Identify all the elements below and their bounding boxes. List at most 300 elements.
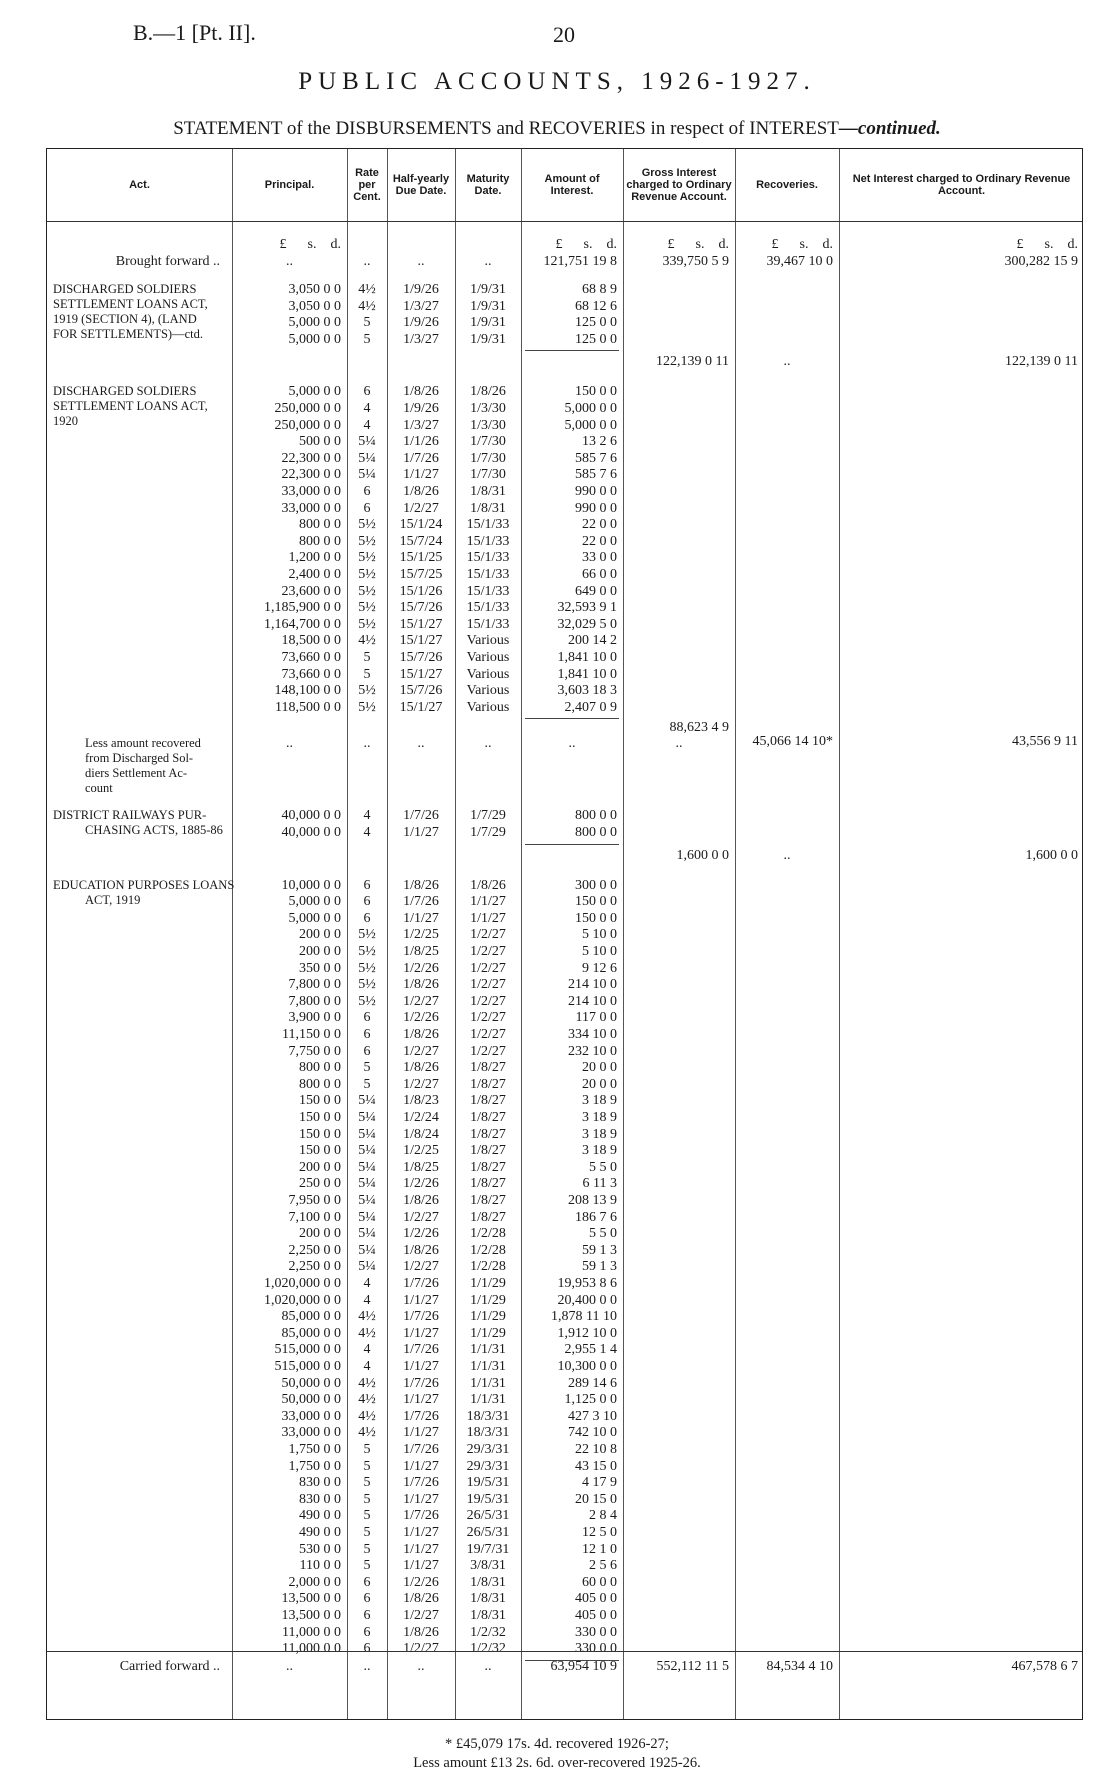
due-date-cell: 1/1/27 [403, 1541, 439, 1557]
less-recovered-label [85, 736, 228, 796]
rate-cell: 5 [363, 1508, 371, 1524]
interest-amount-cell: 150 0 0 [575, 894, 617, 910]
bf-net: 300,282 15 9 [1004, 254, 1078, 269]
principal-cell: 110 0 0 [299, 1558, 341, 1574]
maturity-cell: 15/1/33 [466, 517, 510, 533]
cf-recoveries: 84,534 4 10 [766, 1659, 833, 1674]
principal-cell: 830 0 0 [299, 1475, 341, 1491]
interest-amount-cell: 117 0 0 [575, 1010, 617, 1026]
interest-amount-cell: 22 0 0 [582, 533, 617, 549]
interest-amount-cell: 649 0 0 [575, 583, 617, 599]
due-date-cell: 1/2/27 [403, 1608, 439, 1623]
principal-cell: 1,200 0 0 [288, 550, 341, 566]
bf-maturity: .. [484, 254, 492, 269]
principal-cell: 40,000 0 0 [281, 825, 341, 840]
principal-cell: 3,050 0 0 [288, 282, 341, 297]
interest-amount-cell: 59 1 3 [582, 1242, 617, 1258]
maturity-cell: 1/2/32 [470, 1624, 506, 1640]
due-date-cell: 1/8/26 [403, 977, 439, 993]
rate-cell: 5½ [358, 533, 376, 549]
lsd-units: £ s. d. [667, 237, 729, 252]
rate-cell: 6 [363, 1010, 371, 1026]
section-recoveries: 45,066 14 10* [752, 734, 833, 750]
principal-cell: 200 0 0 [299, 944, 341, 959]
due-date-cell: 1/2/26 [403, 1010, 439, 1026]
column-header: Act. [129, 179, 150, 191]
interest-amount-cell: 20 0 0 [582, 1060, 617, 1076]
act-line: DISCHARGED SOLDIERS [53, 384, 197, 399]
rate-cell: 5 [363, 1475, 371, 1491]
maturity-cell: 1/2/27 [470, 927, 506, 943]
due-date-cell: 1/9/26 [403, 401, 439, 416]
due-date-cell: 1/1/27 [403, 910, 439, 926]
maturity-cell: 15/1/33 [466, 533, 510, 549]
interest-amount-cell: 330 0 0 [575, 1624, 617, 1640]
less-principal: .. [286, 736, 293, 752]
maturity-cell: 19/7/31 [466, 1541, 510, 1557]
due-date-cell: 1/8/25 [403, 944, 439, 959]
rate-cell: 5½ [358, 977, 376, 993]
rate-cell: 4 [363, 1276, 371, 1291]
due-date-cell: 1/7/26 [403, 1276, 439, 1291]
rate-cell: 5 [363, 650, 371, 665]
principal-cell: 2,400 0 0 [288, 567, 341, 582]
due-date-cell: 1/7/26 [403, 450, 439, 466]
act-line: ACT, 1919 [85, 892, 141, 907]
rate-cell: 4 [363, 417, 371, 433]
lsd-units: £ s. d. [1016, 237, 1078, 252]
document-reference: B.—1 [Pt. II]. [133, 20, 256, 45]
maturity-cell: 1/2/27 [470, 1027, 506, 1042]
due-date-cell: 1/7/26 [403, 1375, 439, 1391]
rate-cell: 5¼ [358, 434, 376, 450]
due-date-cell: 1/8/26 [403, 1027, 439, 1042]
due-date-cell: 1/7/26 [403, 1442, 439, 1457]
rate-cell: 5¼ [358, 450, 376, 466]
maturity-cell: 1/8/31 [470, 1608, 506, 1623]
rate-cell: 5¼ [358, 1209, 376, 1225]
interest-amount-cell: 4 17 9 [582, 1475, 617, 1491]
due-date-cell: 1/1/27 [403, 1392, 439, 1408]
maturity-cell: 1/8/27 [470, 1159, 506, 1175]
act-line: DISTRICT RAILWAYS PUR- [53, 808, 207, 823]
due-date-cell: 1/1/26 [403, 434, 439, 450]
interest-amount-cell: 59 1 3 [582, 1259, 617, 1275]
due-date-cell: 1/2/26 [403, 1574, 439, 1590]
principal-cell: 200 0 0 [299, 1159, 341, 1175]
principal-cell: 7,800 0 0 [288, 993, 341, 1009]
interest-amount-cell: 60 0 0 [582, 1574, 617, 1590]
interest-amount-cell: 13 2 6 [582, 434, 617, 450]
maturity-cell: Various [466, 683, 510, 699]
rate-cell: 4½ [358, 1408, 376, 1424]
interest-amount-cell: 427 3 10 [568, 1408, 617, 1424]
rate-cell: 5 [363, 1558, 371, 1574]
maturity-cell: 26/5/31 [466, 1508, 510, 1524]
interest-amount-cell: 405 0 0 [575, 1591, 617, 1607]
due-date-cell: 1/2/27 [403, 1209, 439, 1225]
due-date-cell: 1/2/27 [403, 1043, 439, 1059]
due-date-cell: 1/1/27 [403, 1525, 439, 1540]
interest-amount-cell: 405 0 0 [575, 1608, 617, 1623]
principal-cell: 800 0 0 [299, 517, 341, 533]
rate-cell: 5 [363, 331, 371, 347]
interest-amount-cell: 9 12 6 [582, 960, 617, 976]
maturity-cell: 1/2/27 [470, 1043, 506, 1059]
due-date-cell: 1/2/27 [403, 500, 439, 516]
principal-cell: 250,000 0 0 [274, 417, 341, 433]
due-date-cell: 1/2/27 [403, 1641, 439, 1657]
maturity-cell: 1/1/29 [470, 1276, 506, 1291]
cf-net: 467,578 6 7 [1011, 1659, 1078, 1674]
rate-cell: 5¼ [358, 1126, 376, 1142]
maturity-cell: 19/5/31 [466, 1491, 510, 1507]
section-net: 1,600 0 0 [1025, 847, 1078, 863]
principal-cell: 530 0 0 [299, 1541, 341, 1557]
interest-amount-cell: 12 1 0 [582, 1541, 617, 1557]
maturity-cell: 1/8/27 [470, 1060, 506, 1076]
principal-cell: 5,000 0 0 [288, 894, 341, 910]
interest-amount-cell: 3 18 9 [582, 1093, 617, 1109]
act-line: EDUCATION PURPOSES LOANS [53, 877, 235, 892]
due-date-cell: 1/1/27 [403, 1558, 439, 1574]
principal-cell: 200 0 0 [299, 1226, 341, 1242]
interest-amount-cell: 12 5 0 [582, 1525, 617, 1540]
rate-cell: 5¼ [358, 1159, 376, 1175]
rate-cell: 4½ [358, 298, 376, 314]
cf-due: .. [417, 1659, 425, 1674]
maturity-cell: 15/1/33 [466, 600, 510, 616]
maturity-cell: 26/5/31 [466, 1525, 510, 1540]
less-label-line: Less amount recovered [85, 736, 201, 751]
due-date-cell: 1/8/26 [403, 877, 439, 893]
due-date-cell: 15/1/26 [399, 583, 443, 599]
interest-amount-cell: 800 0 0 [575, 825, 617, 840]
due-date-cell: 15/1/27 [399, 616, 443, 632]
principal-cell: 10,000 0 0 [281, 877, 341, 893]
principal-cell: 13,500 0 0 [281, 1608, 341, 1623]
maturity-cell: 1/2/27 [470, 993, 506, 1009]
principal-cell: 40,000 0 0 [281, 808, 341, 824]
maturity-cell: 15/1/33 [466, 550, 510, 566]
rate-cell: 5 [363, 666, 371, 682]
section-recoveries: .. [783, 847, 791, 863]
column-divider [839, 149, 840, 1719]
maturity-cell: 1/7/30 [470, 467, 506, 483]
due-date-cell: 1/2/27 [403, 1076, 439, 1092]
interest-amount-cell: 1,841 10 0 [557, 666, 617, 682]
due-date-cell: 1/7/26 [403, 808, 439, 824]
interest-amount-cell: 334 10 0 [568, 1027, 617, 1042]
lsd-units: £ s. d. [555, 237, 617, 252]
rate-cell: 5 [363, 1060, 371, 1076]
subtotal-rule [525, 718, 619, 719]
due-date-cell: 1/1/27 [403, 467, 439, 483]
rate-cell: 5¼ [358, 1093, 376, 1109]
interest-amount-cell: 19,953 8 6 [557, 1276, 617, 1291]
principal-cell: 23,600 0 0 [281, 583, 341, 599]
maturity-cell: 1/8/26 [470, 384, 506, 400]
interest-amount-cell: 3 18 9 [582, 1110, 617, 1125]
due-date-cell: 1/7/26 [403, 1408, 439, 1424]
maturity-cell: 1/2/27 [470, 960, 506, 976]
principal-cell: 85,000 0 0 [281, 1309, 341, 1325]
interest-amount-cell: 3 18 9 [582, 1143, 617, 1159]
due-date-cell: 1/8/26 [403, 1591, 439, 1607]
maturity-cell: 1/2/27 [470, 1010, 506, 1026]
interest-amount-cell: 289 14 6 [568, 1375, 617, 1391]
interest-amount-cell: 5 5 0 [589, 1159, 617, 1175]
less-due: .. [417, 736, 425, 752]
section-recoveries: .. [783, 354, 791, 370]
rate-cell: 5½ [358, 583, 376, 599]
principal-cell: 490 0 0 [299, 1525, 341, 1540]
interest-amount-cell: 330 0 0 [575, 1641, 617, 1657]
rate-cell: 6 [363, 1608, 371, 1623]
statement-heading [0, 118, 1114, 140]
maturity-cell: 1/8/31 [470, 1574, 506, 1590]
bf-due: .. [417, 254, 425, 269]
interest-amount-cell: 3,603 18 3 [557, 683, 617, 699]
statement-continued: —continued. [838, 118, 941, 139]
maturity-cell: 1/8/27 [470, 1076, 506, 1092]
interest-amount-cell: 1,912 10 0 [557, 1325, 617, 1341]
act-line: 1920 [53, 414, 78, 429]
due-date-cell: 1/3/27 [403, 417, 439, 433]
maturity-cell: 1/9/31 [470, 331, 506, 347]
act-line: SETTLEMENT LOANS ACT, [53, 297, 208, 311]
principal-cell: 2,250 0 0 [288, 1242, 341, 1258]
interest-amount-cell: 22 0 0 [582, 517, 617, 533]
rate-cell: 5½ [358, 960, 376, 976]
due-date-cell: 1/8/26 [403, 384, 439, 400]
principal-cell: 33,000 0 0 [281, 500, 341, 516]
rate-cell: 5¼ [358, 1176, 376, 1192]
principal-cell: 800 0 0 [299, 1060, 341, 1076]
maturity-cell: 1/8/27 [470, 1093, 506, 1109]
principal-cell: 22,300 0 0 [281, 467, 341, 483]
column-header: Amount of Interest. [544, 173, 600, 197]
lsd-units: £ s. d. [771, 237, 833, 252]
due-date-cell: 1/2/25 [403, 1143, 439, 1159]
cf-gross: 552,112 11 5 [656, 1659, 729, 1674]
interest-amount-cell: 2,955 1 4 [564, 1342, 617, 1358]
principal-cell: 150 0 0 [299, 1143, 341, 1159]
rate-cell: 5½ [358, 993, 376, 1009]
maturity-cell: 1/9/31 [470, 298, 506, 314]
footnote-line-2: Less amount £13 2s. 6d. over-recovered 1925-26. [413, 1755, 701, 1771]
principal-cell: 1,164,700 0 0 [264, 616, 341, 632]
rate-cell: 6 [363, 1624, 371, 1640]
column-header: Net Interest charged to Ordinary Revenue Account. [852, 173, 1071, 197]
principal-cell: 5,000 0 0 [288, 315, 341, 331]
bf-gross: 339,750 5 9 [662, 254, 729, 269]
section-act-name [53, 384, 230, 429]
principal-cell: 5,000 0 0 [288, 910, 341, 926]
principal-cell: 5,000 0 0 [288, 331, 341, 347]
cf-rate: .. [363, 1659, 371, 1674]
statement-text: STATEMENT of the DISBURSEMENTS and RECOVERIES in respect of INTEREST [173, 118, 839, 139]
rate-cell: 6 [363, 877, 371, 893]
section-act-name [53, 877, 235, 908]
principal-cell: 250 0 0 [299, 1176, 341, 1192]
maturity-cell: 15/1/33 [466, 567, 510, 582]
due-date-cell: 1/8/26 [403, 1193, 439, 1208]
interest-amount-cell: 125 0 0 [575, 331, 617, 347]
interest-amount-cell: 33 0 0 [582, 550, 617, 566]
due-date-cell: 1/7/26 [403, 1508, 439, 1524]
maturity-cell: 1/8/31 [470, 1591, 506, 1607]
section-gross: 122,139 0 11 [656, 354, 729, 370]
rate-cell: 5 [363, 1525, 371, 1540]
lsd-units: £ s. d. [279, 237, 341, 252]
interest-amount-cell: 2,407 0 9 [564, 699, 617, 715]
due-date-cell: 15/7/26 [399, 650, 443, 665]
rate-cell: 5 [363, 1076, 371, 1092]
due-date-cell: 1/8/24 [403, 1126, 439, 1142]
column-header: Maturity Date. [466, 173, 510, 197]
rate-cell: 6 [363, 1641, 371, 1657]
due-date-cell: 1/1/27 [403, 1458, 439, 1474]
maturity-cell: Various [466, 699, 510, 715]
principal-cell: 33,000 0 0 [281, 1408, 341, 1424]
principal-cell: 800 0 0 [299, 1076, 341, 1092]
principal-cell: 5,000 0 0 [288, 384, 341, 400]
rate-cell: 5½ [358, 517, 376, 533]
interest-amount-cell: 43 15 0 [575, 1458, 617, 1474]
rate-cell: 5¼ [358, 1242, 376, 1258]
cf-maturity: .. [484, 1659, 492, 1674]
interest-amount-cell: 22 10 8 [575, 1442, 617, 1457]
interest-amount-cell: 2 5 6 [589, 1558, 617, 1574]
due-date-cell: 1/3/27 [403, 298, 439, 314]
due-date-cell: 15/1/25 [399, 550, 443, 566]
act-line: 1919 (SECTION 4), (LAND [53, 312, 197, 326]
interest-amount-cell: 186 7 6 [575, 1209, 617, 1225]
bf-principal: .. [286, 254, 293, 269]
maturity-cell: 1/9/31 [470, 282, 506, 297]
less-label-line: from Discharged Sol- [85, 751, 194, 766]
subtotal-rule [525, 350, 619, 351]
principal-cell: 7,750 0 0 [288, 1043, 341, 1059]
maturity-cell: 1/8/27 [470, 1209, 506, 1225]
principal-cell: 1,185,900 0 0 [264, 600, 341, 616]
principal-cell: 1,020,000 0 0 [264, 1292, 341, 1308]
principal-cell: 7,800 0 0 [288, 977, 341, 993]
rate-cell: 6 [363, 1574, 371, 1590]
interest-amount-cell: 20 15 0 [575, 1491, 617, 1507]
due-date-cell: 15/7/25 [399, 567, 443, 582]
interest-amount-cell: 585 7 6 [575, 450, 617, 466]
less-label-line: count [85, 781, 113, 796]
column-header: Recoveries. [756, 179, 818, 191]
less-amount: .. [568, 736, 576, 752]
rate-cell: 5½ [358, 550, 376, 566]
maturity-cell: 1/2/28 [470, 1259, 506, 1275]
interest-amount-cell: 150 0 0 [575, 384, 617, 400]
less-label-line: diers Settlement Ac- [85, 766, 188, 781]
due-date-cell: 15/7/26 [399, 683, 443, 699]
rate-cell: 4½ [358, 1425, 376, 1441]
column-header: Gross Interest charged to Ordinary Revenue Account. [626, 167, 732, 203]
rate-cell: 6 [363, 384, 371, 400]
maturity-cell: 15/1/33 [466, 583, 510, 599]
principal-cell: 515,000 0 0 [274, 1342, 341, 1358]
due-date-cell: 1/2/24 [403, 1110, 439, 1125]
rate-cell: 5¼ [358, 467, 376, 483]
interest-amount-cell: 2 8 4 [589, 1508, 617, 1524]
rate-cell: 5½ [358, 944, 376, 959]
page-number: 20 [553, 22, 575, 47]
principal-cell: 7,950 0 0 [288, 1193, 341, 1208]
due-date-cell: 1/9/26 [403, 282, 439, 297]
due-date-cell: 1/1/27 [403, 1359, 439, 1374]
principal-cell: 118,500 0 0 [275, 699, 341, 715]
maturity-cell: 1/1/27 [470, 894, 506, 910]
interest-amount-cell: 3 18 9 [582, 1126, 617, 1142]
principal-cell: 11,000 0 0 [282, 1624, 341, 1640]
due-date-cell: 1/8/26 [403, 1242, 439, 1258]
due-date-cell: 1/7/26 [403, 1342, 439, 1358]
maturity-cell: 1/8/27 [470, 1110, 506, 1125]
principal-cell: 18,500 0 0 [281, 633, 341, 649]
interest-amount-cell: 68 8 9 [582, 282, 617, 297]
maturity-cell: 1/1/29 [470, 1309, 506, 1325]
less-gross: .. [675, 736, 683, 752]
rate-cell: 4 [363, 1342, 371, 1358]
principal-cell: 500 0 0 [299, 434, 341, 450]
interest-amount-cell: 990 0 0 [575, 484, 617, 499]
principal-cell: 515,000 0 0 [274, 1359, 341, 1374]
section-gross: 88,623 4 9 [669, 720, 729, 736]
brought-forward-label: Brought forward .. [115, 254, 220, 269]
principal-cell: 148,100 0 0 [274, 683, 341, 699]
maturity-cell: Various [466, 666, 510, 682]
maturity-cell: 1/2/28 [470, 1226, 506, 1242]
maturity-cell: 1/8/31 [470, 500, 506, 516]
interest-amount-cell: 5 5 0 [589, 1226, 617, 1242]
act-line: FOR SETTLEMENTS)—ctd. [53, 327, 203, 341]
interest-amount-cell: 68 12 6 [575, 298, 617, 314]
principal-cell: 13,500 0 0 [281, 1591, 341, 1607]
rate-cell: 6 [363, 910, 371, 926]
principal-cell: 800 0 0 [299, 533, 341, 549]
principal-cell: 830 0 0 [299, 1491, 341, 1507]
interest-amount-cell: 5,000 0 0 [564, 401, 617, 416]
act-line: SETTLEMENT LOANS ACT, [53, 399, 208, 414]
rate-cell: 5½ [358, 616, 376, 632]
maturity-cell: 1/2/27 [470, 977, 506, 993]
interest-amount-cell: 214 10 0 [568, 993, 617, 1009]
section-act-name [53, 808, 230, 838]
interest-amount-cell: 742 10 0 [568, 1425, 617, 1441]
principal-cell: 11,150 0 0 [282, 1027, 341, 1042]
column-divider [623, 149, 624, 1719]
maturity-cell: 1/8/27 [470, 1126, 506, 1142]
interest-table [46, 148, 1083, 1720]
due-date-cell: 1/8/23 [403, 1093, 439, 1109]
maturity-cell: 1/7/30 [470, 434, 506, 450]
maturity-cell: 1/7/30 [470, 450, 506, 466]
section-gross: 1,600 0 0 [676, 847, 729, 863]
principal-cell: 350 0 0 [299, 960, 341, 976]
rate-cell: 5½ [358, 567, 376, 582]
due-date-cell: 1/2/27 [403, 993, 439, 1009]
rate-cell: 4½ [358, 282, 376, 297]
act-line: CHASING ACTS, 1885-86 [85, 823, 223, 838]
maturity-cell: 1/3/30 [470, 417, 506, 433]
bf-rate: .. [363, 254, 371, 269]
